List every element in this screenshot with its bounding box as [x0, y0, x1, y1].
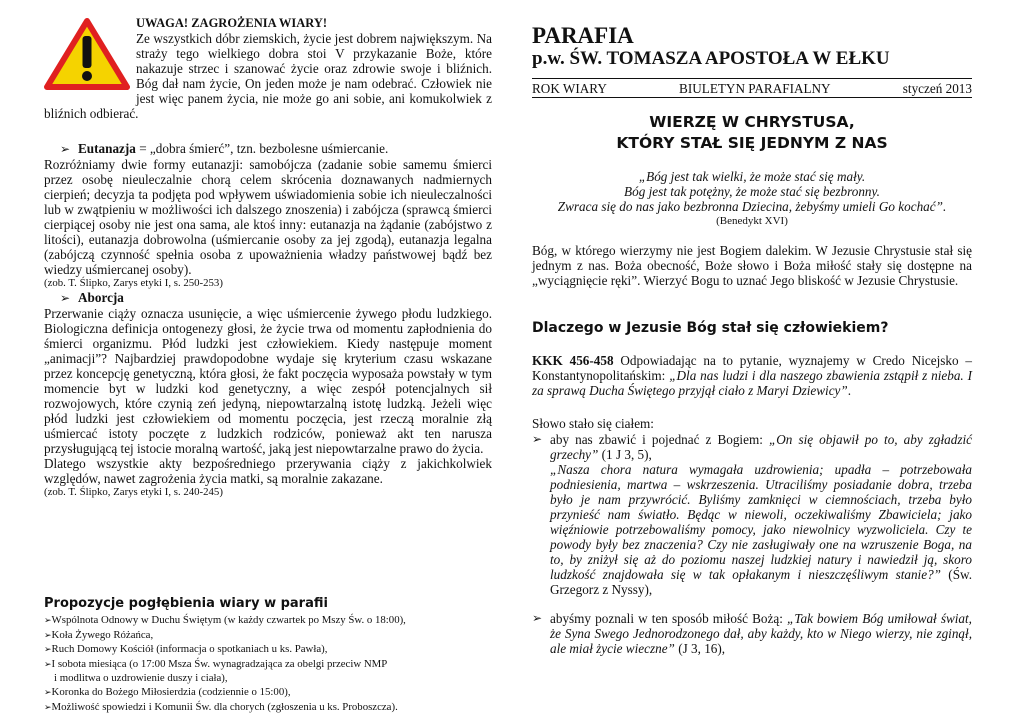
bulletin-label: BIULETYN PARAFIALNY	[679, 81, 831, 96]
kkk-ref: KKK 456-458	[532, 353, 614, 368]
arrow-bullet-icon: ➢	[60, 291, 71, 305]
aborcja-text-2: Dlatego wszystkie akty bezpośredniego przerywania ciąży z jakichkolwiek względów, nawet zagrożenia życia matki, są moralnie zakazane.	[44, 456, 492, 486]
aborcja-heading	[44, 290, 492, 306]
word-intro: Słowo stało się ciałem:	[532, 416, 654, 431]
arrow-bullet-icon: ➢	[532, 611, 543, 625]
quote-line-3: Zwraca się do nas jako bezbronna Dziecina, żebyśmy umieli Go kochać”.	[557, 199, 947, 214]
quote-line-2: Bóg jest tak potężny, że może stać się bezbronny.	[624, 184, 880, 199]
arrow-bullet-icon: ➢	[60, 142, 71, 156]
arrow-bullet-icon: ➢	[44, 630, 52, 641]
list-item: ➢Wspólnota Odnowy w Duchu Świętym (w każdy czwartek po Mszy Św. o 18:00),	[44, 614, 406, 626]
list-item: ➢ abyśmy poznali w ten sposób miłość Bożą: „Tak bowiem Bóg umiłował świat, że Syna Swego Jednorodzonego dał, aby każdy, kto w Niego wierzy, nie zginął, ale miał życie wieczne” (J 3, 16),	[532, 611, 972, 656]
date-label: styczeń 2013	[902, 81, 972, 96]
year-label: ROK WIARY	[532, 81, 607, 96]
list-item: ➢Możliwość spowiedzi i Komunii Św. dla chorych (zgłoszenia u ks. Proboszcza).	[44, 700, 398, 713]
arrow-bullet-icon: ➢	[44, 702, 52, 713]
eutanazja-source: (zob. T. Ślipko, Zarys etyki I, s. 250-253)	[44, 277, 223, 289]
kkk-paragraph: KKK 456-458 Odpowiadając na to pytanie, wyznajemy w Credo Nicejsko – Konstantynopolitańskim: „Dla nas ludzi i dla naszego zbawienia zstąpił z nieba. I za sprawą Ducha Świętego przyjął ciało z Maryi Dziewicy”.	[532, 353, 972, 398]
arrow-bullet-icon: ➢	[44, 659, 52, 670]
divider	[532, 78, 972, 79]
aborcja-term: Aborcja	[78, 290, 124, 305]
aborcja-source: (zob. T. Ślipko, Zarys etyki I, s. 240-245)	[44, 486, 223, 498]
kkk-text: Odpowiadając na to pytanie, wyznajemy w Credo Nicejsko – Konstantynopolitańskim:	[532, 353, 972, 383]
reason-list	[532, 432, 972, 656]
quote-block	[532, 169, 972, 229]
list-item: ➢Ruch Domowy Kościół (informacja o spotkaniach u ks. Pawła),	[44, 643, 328, 656]
list-item: ➢Koronka do Bożego Miłosierdzia (codziennie o 15:00),	[44, 685, 291, 698]
parish-subtitle: p.w. ŚW. TOMASZA APOSTOŁA W EŁKU	[532, 48, 890, 69]
bulletin-info-row	[532, 81, 972, 96]
list-item: ➢Koła Żywego Różańca,	[44, 628, 154, 641]
warning-text: Ze wszystkich dóbr ziemskich, życie jest dobrem największym. Na straży tego wielkiego dobra stoi V przykazanie Boże, które nakazuje strzec i szanować życie oraz zdrowie swoje i bliźnich. Bóg dał nam życie, On jeden może je nam odebrać. Człowiek nie jest więc panem życia, nie może go ani sobie, ani komukolwiek z bliźnich odbierać.	[44, 31, 492, 121]
gregory-quote: „Nasza chora natura wymagała uzdrowienia; upadła – potrzebowała podniesienia, martwa – wskrzeszenia. Utraciliśmy posiadanie dobra, trzeba było je nam przywrócić. Byliśmy zamknięci w ciemnościach, trzeba było przynieść nam światło. Będąc w niewoli, oczekiwaliśmy Zbawiciela; jako więźniowie potrzebowaliśmy pomocy, jako niewolnicy wyzwoliciela. Czy te powody były bez znaczenia? Czy nie zasługiwały one na wzruszenie Boga, na to, by zniżył się aż do poziomu naszej ludzkiej natury i nawiedził ją, skoro ludzkość znajdowała się w tak opłakanym i nieszczęśliwym stanie?”	[550, 462, 972, 582]
article-paragraph: Bóg, w którego wierzymy nie jest Bogiem dalekim. W Jezusie Chrystusie stał się jednym z nas. Boża obecność, Boże słowo i Boża miłość stały się dostępne na „wyciągnięcie ręki”. Wierzyć Bogu to uznać Jego bliskość w Jezusie Chrystusie.	[532, 243, 972, 288]
list-item: ➢ aby nas zbawić i pojednać z Bogiem: „On się objawił po to, aby zgładzić grzechy” (1 J 3, 5), „Nasza chora natura wymagała uzdrowienia; upadła – potrzebowała podniesienia, martwa – wskrzeszenia. Utraciliśmy posiadanie dobra, trzeba było je nam przywrócić. Byliśmy zamknięci w ciemnościach, trzeba było przynieść nam światło. Będąc w niewoli, oczekiwaliśmy Zbawiciela; jako więźniowie potrzebowaliśmy pomocy, jako niewolnicy wyzwoliciela. Czy te powody były bez znaczenia? Czy nie zasługiwały one na wzruszenie Boga, na to, by zniżył się aż do poziomu naszej ludzkiej natury i nawiedził ją, skoro ludzkość znajdowała się w tak opłakanym i nieszczęśliwym stanie?” (Św. Grzegorz z Nyssy),	[532, 432, 972, 597]
eutanazja-definition: = „dobra śmierć”, tzn. bezbolesne uśmiercanie.	[135, 141, 389, 156]
article-heading-line-2: KTÓRY STAŁ SIĘ JEDNYM Z NAS	[616, 134, 888, 152]
quote-line-1: „Bóg jest tak wielki, że może stać się mały.	[638, 169, 866, 184]
aborcja-text: Przerwanie ciąży oznacza usunięcie, a więc uśmiercenie żywego płodu ludzkiego. Biologiczna definicja ontogenezy głosi, że życie trwa od momentu zapłodnienia do śmierci organizmu. Płód ludzki jest człowiekiem. Kiedy następuje moment „animacji”? Najbardziej prawdopodobne wydaje się kryterium czasu wskazane przez koncepcję genetyczną, która głosi, że fakt poczęcia wyposaża powstały w tym momencie byt w ludzki kod genetyczny, a więc zespół potencjalnych sił rozwojowych, które czynią zeń jedyną, niepowtarzalną istotę ludzką. Jeżeli więc płód ludzki jest człowiekiem od momentu poczęcia, jest rzeczą moralnie złą uśmiercać istoty poczęte z ludzkich rodziców, ponieważ akt ten narusza przysługującą tej istocie moralną wartość, jaką jest niepowtarzalne prawo do życia.	[44, 306, 492, 456]
list-item-continuation: i modlitwa o uzdrowienie duszy i ciała),	[54, 672, 228, 685]
warning-title: UWAGA! ZAGROŻENIA WIARY!	[136, 16, 328, 30]
proposals-title: Propozycje pogłębienia wiary w parafii	[44, 596, 328, 611]
article-heading-line-1: WIERZĘ W CHRYSTUSA,	[649, 113, 855, 131]
proposals-section	[44, 596, 492, 715]
arrow-bullet-icon: ➢	[44, 616, 52, 626]
arrow-bullet-icon: ➢	[44, 645, 52, 656]
list-item: ➢I sobota miesiąca (o 17:00 Msza Św. wynagradzająca za obelgi przeciw NMP	[44, 657, 388, 670]
eutanazja-text: Rozróżniamy dwie formy eutanazji: samobójcza (zadanie sobie samemu śmierci przez osobę nieuleczalnie chorą celem skrócenia doznawanych nadmiernych cierpień; decyzja ta podjęta pod wpływem uświadomienia sobie ich nieuleczalności lub w zwątpieniu w możliwości ich dalszego znoszenia) i zabójcza (sprawcą śmierci cierpiącej osoby nie jest ona sama, ale ktoś inny: eutanazja na żądanie (zabójstwo z litości), eutanazja dobrowolna (uśmiercanie osoby za jej zgodą), eutanazja legalna (zabójczą czynność spełnia osoba z upoważnienia władzy państwowej bądź bez wiedzy uśmiercanej osoby).	[44, 157, 492, 277]
question-heading: Dlaczego w Jezusie Bóg stał się człowiekiem?	[532, 320, 889, 336]
left-body	[44, 141, 492, 499]
arrow-bullet-icon: ➢	[44, 687, 52, 698]
arrow-bullet-icon: ➢	[532, 432, 543, 446]
page-title: PARAFIA	[532, 23, 634, 48]
eutanazja-term: Eutanazja	[78, 141, 136, 156]
divider	[532, 97, 972, 98]
article-heading	[532, 112, 972, 154]
quote-author: (Benedykt XVI)	[716, 215, 788, 227]
eutanazja-heading	[44, 141, 492, 157]
warning-intro	[44, 16, 492, 121]
kkk-quote: „Dla nas ludzi i dla naszego zbawienia zstąpił z nieba. I za sprawą Ducha Świętego przyjął ciało z Maryi Dziewicy”	[532, 368, 972, 398]
